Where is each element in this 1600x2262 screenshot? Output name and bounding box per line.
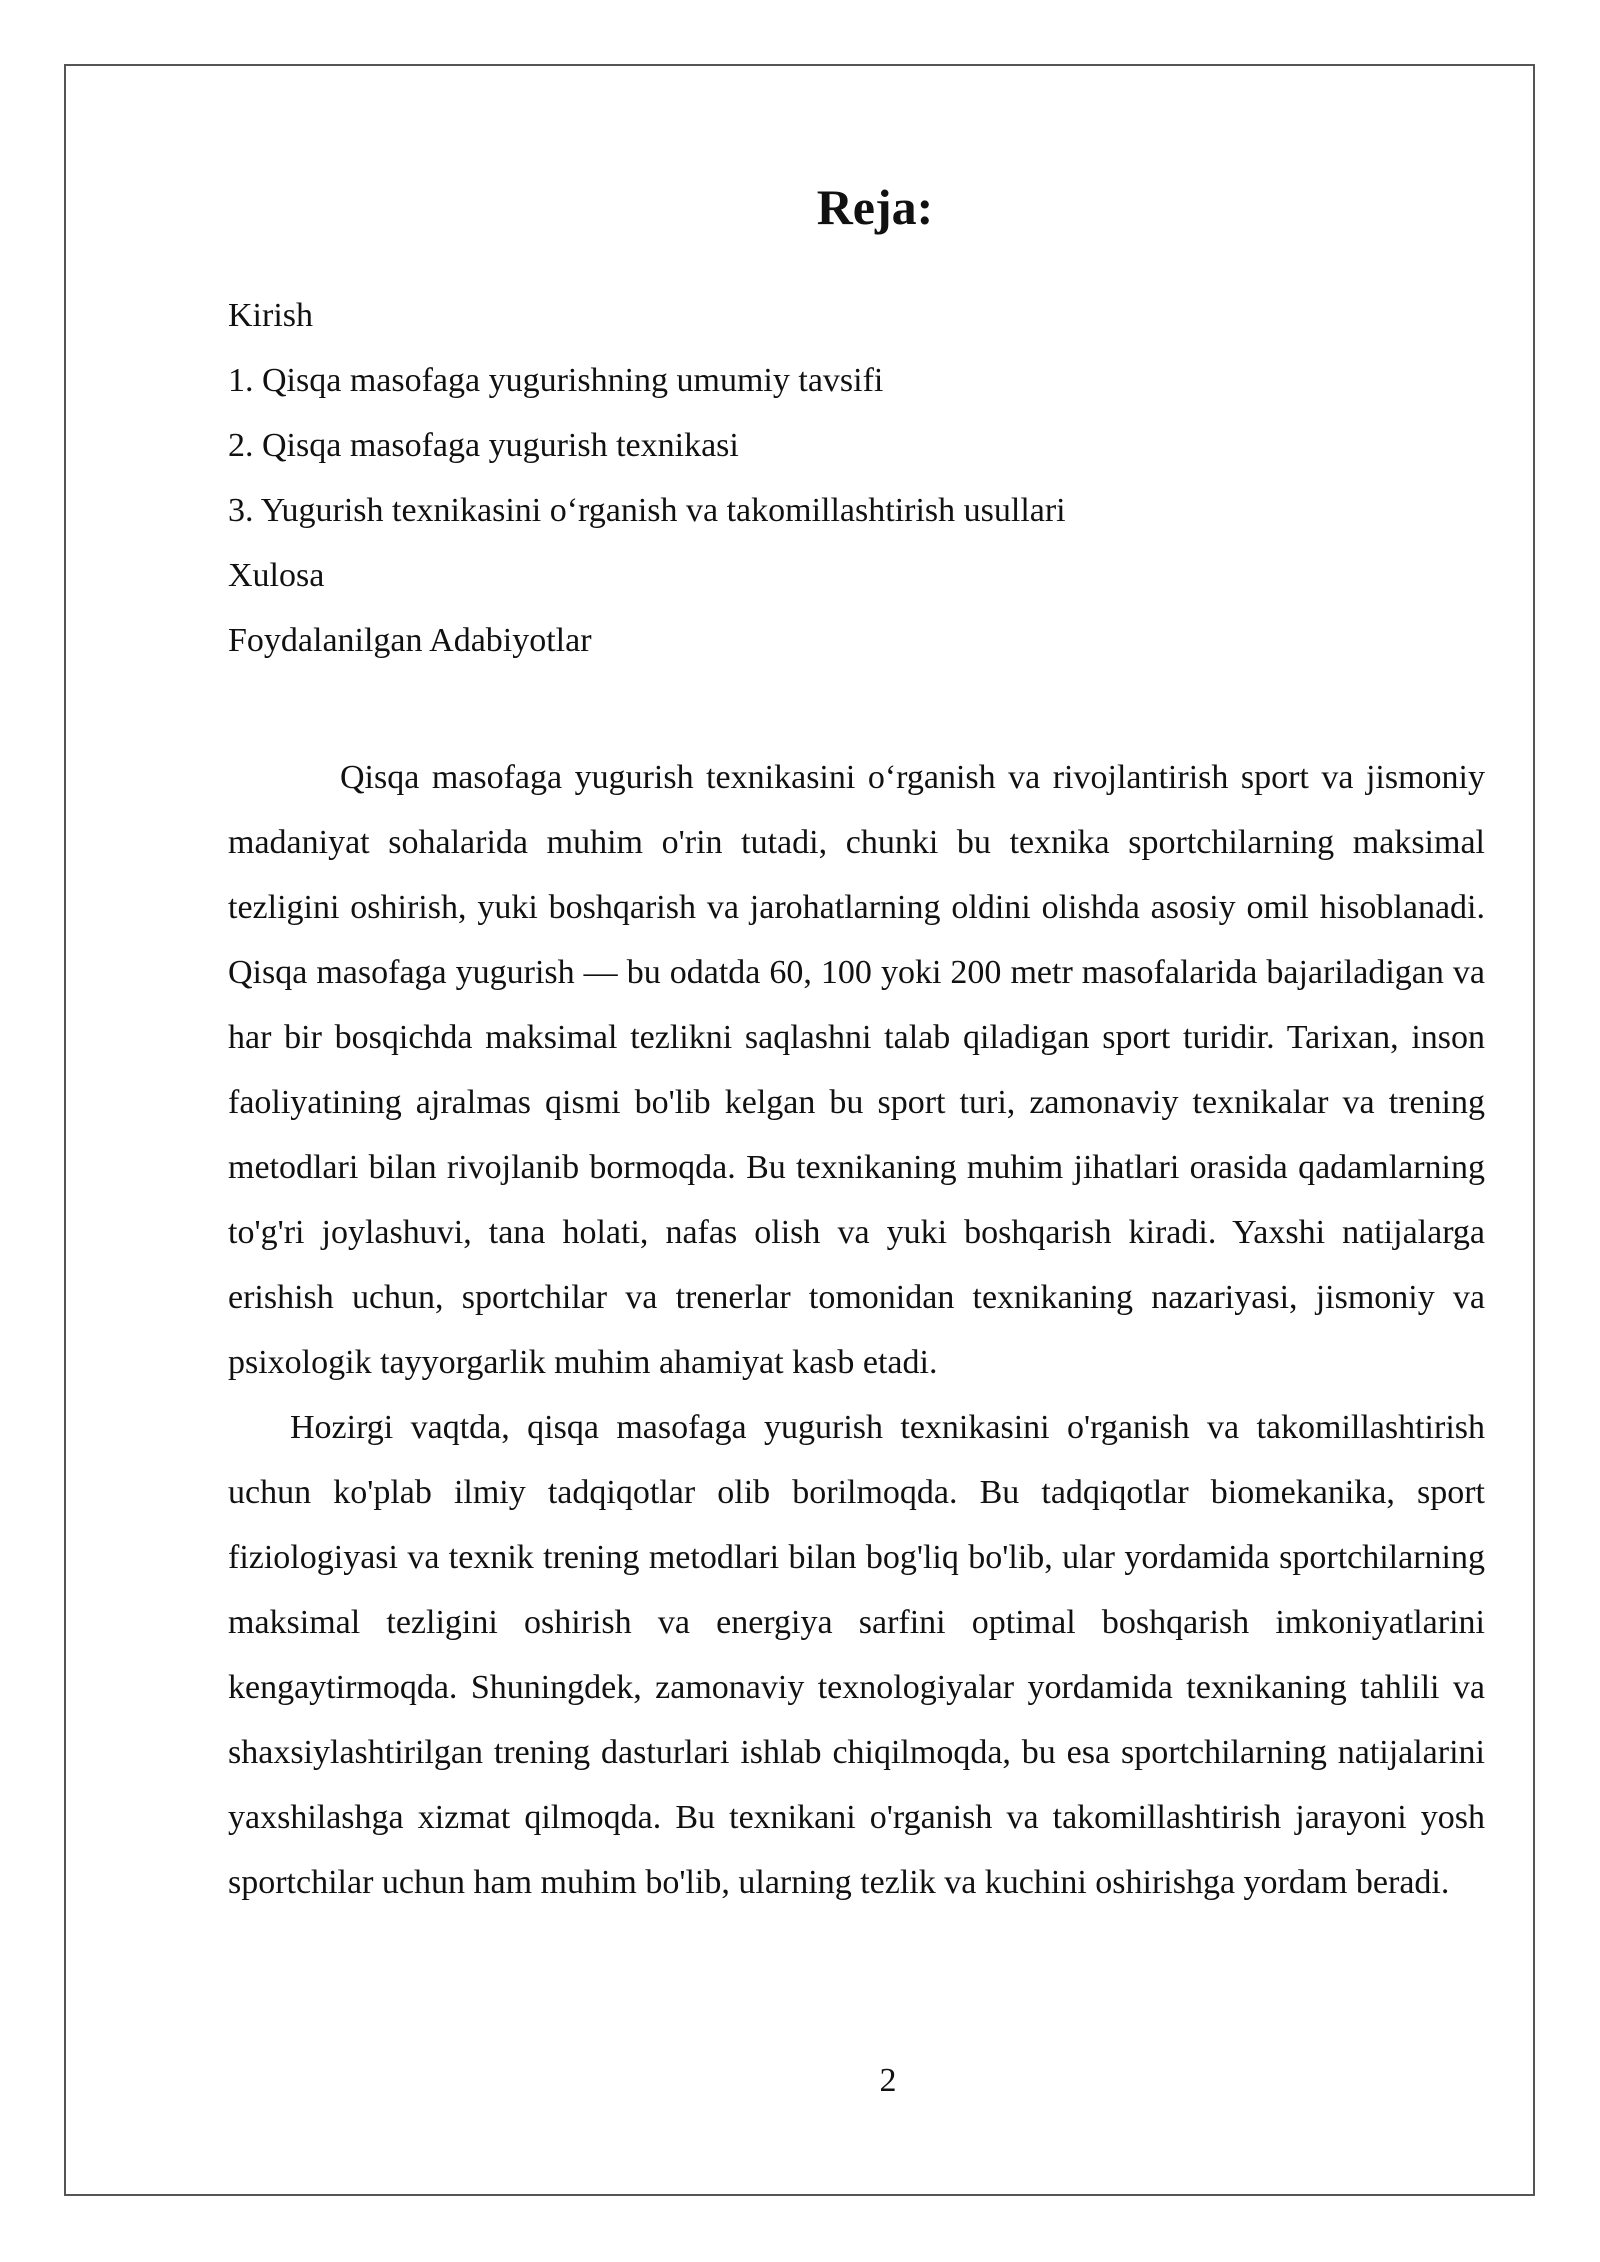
body-text	[228, 745, 1485, 1915]
toc-item-1: 1. Qisqa masofaga yugurishning umumiy tavsifi	[228, 362, 884, 399]
page-title: Reja:	[816, 178, 934, 235]
toc-item-2: 2. Qisqa masofaga yugurish texnikasi	[228, 427, 739, 464]
toc-item-introduction: Kirish	[228, 297, 313, 334]
page-number: 2	[879, 2062, 897, 2099]
paragraph: Qisqa masofaga yugurish texnikasini o‘rganish va rivojlantirish sport va jismoniy madaniyat sohalarida muhim o'rin tutadi, chunki bu texnika sportchilarning maksimal tezligini oshirish, yuki boshqarish va jarohatlarning oldini olishda asosiy omil hisoblanadi. Qisqa masofaga yugurish — bu odatda 60, 100 yoki 200 metr masofalarida bajariladigan va har bir bosqichda maksimal tezlikni saqlashni talab qiladigan sport turidir. Tarixan, inson faoliyatining ajralmas qismi bo'lib kelgan bu sport turi, zamonaviy texnikalar va trening metodlari bilan rivojlanib bormoqda. Bu texnikaning muhim jihatlari orasida qadamlarning to'g'ri joylashuvi, tana holati, nafas olish va yuki boshqarish kiradi. Yaxshi natijalarga erishish uchun, sportchilar va trenerlar tomonidan texnikaning nazariyasi, jismoniy va psixologik tayyorgarlik muhim ahamiyat kasb etadi.	[228, 759, 1485, 1381]
table-of-contents	[228, 293, 1066, 683]
toc-item-references: Foydalanilgan Adabiyotlar	[228, 622, 592, 659]
paragraph: Hozirgi vaqtda, qisqa masofaga yugurish texnikasini o'rganish va takomillashtirish uchun ko'plab ilmiy tadqiqotlar olib borilmoqda. Bu tadqiqotlar biomekanika, sport fiziologiyasi va texnik trening metodlari bilan bog'liq bo'lib, ular yordamida sportchilarning maksimal tezligini oshirish va energiya sarfini optimal boshqarish imkoniyatlarini kengaytirmoqda. Shuningdek, zamonaviy texnologiyalar yordamida texnikaning tahlili va shaxsiylashtirilgan trening dasturlari ishlab chiqilmoqda, bu esa sportchilarning natijalarini yaxshilashga xizmat qilmoqda. Bu texnikani o'rganish va takomillashtirish jarayoni yosh sportchilar uchun ham muhim bo'lib, ularning tezlik va kuchini oshirishga yordam beradi.	[228, 1409, 1485, 1901]
toc-item-3: 3. Yugurish texnikasini o‘rganish va takomillashtirish usullari	[228, 492, 1066, 529]
toc-item-conclusion: Xulosa	[228, 557, 325, 594]
